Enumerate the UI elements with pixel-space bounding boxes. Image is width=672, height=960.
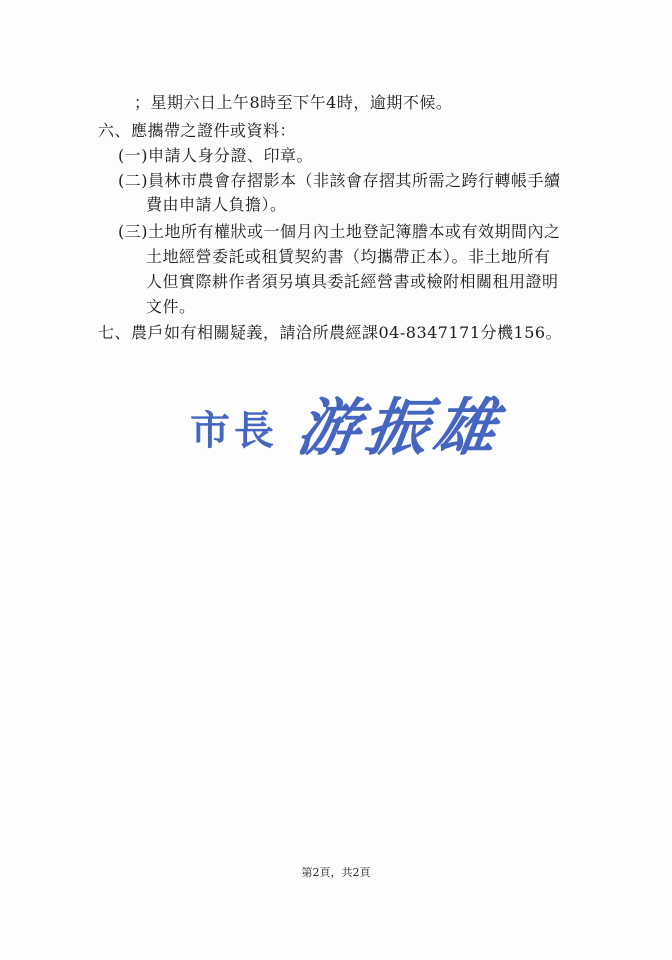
item-one: (一)申請人身分證、印章。 xyxy=(118,146,313,165)
text-line-continuation: ；星期六日上午8時至下午4時，逾期不候。 xyxy=(134,93,453,112)
item-three-line-3: 人但實際耕作者須另填具委託經營書或檢附相關租用證明 xyxy=(146,272,559,291)
page-number: 第2頁，共2頁 xyxy=(301,866,371,879)
item-three-line-2: 土地經營委託或租賃契約書（均攜帶正本）。非土地所有 xyxy=(146,247,551,266)
item-three: (三)土地所有權狀或一個月內土地登記簿謄本或有效期間內之 xyxy=(118,222,561,241)
item-two: (二)員林市農會存摺影本（非該會存摺其所需之跨行轉帳手續 xyxy=(118,171,561,190)
section-six-heading: 六、應攜帶之證件或資料： xyxy=(98,121,297,140)
item-two-continued: 費由申請人負擔）。 xyxy=(146,195,287,214)
signature-title: 市長 xyxy=(190,407,278,454)
signature-name: 游振雄 xyxy=(292,391,508,464)
item-three-line-4: 文件。 xyxy=(146,297,196,316)
mayor-signature-seal xyxy=(190,392,540,472)
section-seven: 七、農戶如有相關疑義，請洽所農經課04-8347171分機156。 xyxy=(98,323,563,342)
